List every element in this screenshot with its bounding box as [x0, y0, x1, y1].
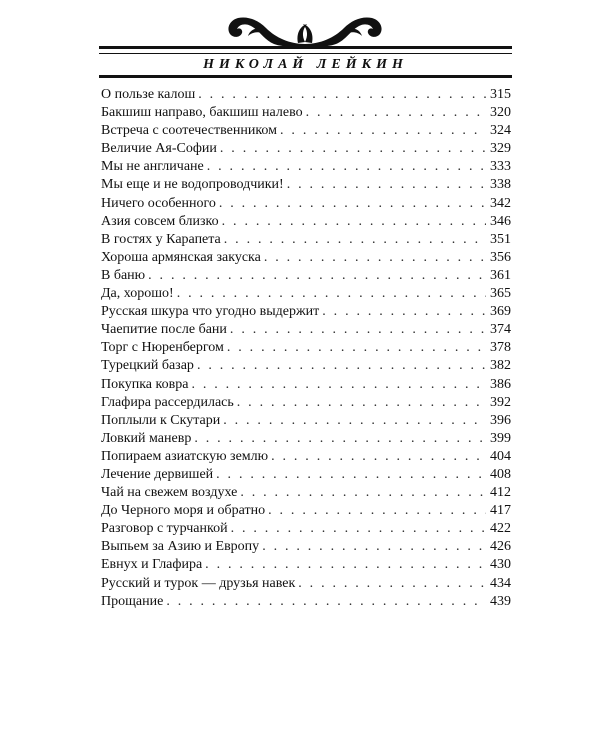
toc-entry-title: Величие Ая-Софии: [101, 141, 217, 157]
dot-leader: [148, 267, 486, 285]
dot-leader: [191, 376, 486, 394]
toc-entry: [101, 520, 511, 538]
toc-entry-title: Ничего особенного: [101, 195, 216, 211]
toc-entry: [101, 213, 511, 231]
dot-leader: [262, 538, 486, 556]
toc-entry-title: Чаепитие после бани: [101, 322, 227, 338]
flourish-ornament-icon: [210, 4, 400, 60]
toc-entry-page: 338: [490, 177, 511, 193]
dot-leader: [205, 556, 486, 574]
toc-entry: [101, 593, 511, 611]
dot-leader: [224, 231, 486, 249]
toc-entry-title: В баню: [101, 267, 146, 283]
toc-entry-page: 404: [490, 448, 511, 464]
dot-leader: [177, 285, 486, 303]
toc-entry: [101, 357, 511, 375]
toc-entry-title: Лечение дервишей: [101, 466, 214, 482]
toc-entry: [101, 575, 511, 593]
toc-entry: [101, 556, 511, 574]
toc-entry-title: Чай на свежем воздухе: [101, 485, 238, 501]
dot-leader: [216, 466, 486, 484]
toc-entry-page: 422: [490, 521, 511, 537]
dot-leader: [306, 104, 486, 122]
toc-entry-page: 417: [490, 503, 511, 519]
dot-leader: [166, 593, 486, 611]
toc-entry: [101, 158, 511, 176]
toc-entry: [101, 267, 511, 285]
toc-entry-title: Евнух и Глафира: [101, 557, 203, 573]
toc-entry: [101, 394, 511, 412]
dot-leader: [268, 502, 486, 520]
dot-leader: [194, 430, 486, 448]
dot-leader: [227, 339, 486, 357]
toc-entry-page: 396: [490, 412, 511, 428]
toc-entry-page: 324: [490, 123, 511, 139]
toc-entry-title: Мы не англичане: [101, 159, 204, 175]
toc-entry: [101, 502, 511, 520]
dot-leader: [280, 122, 486, 140]
toc-entry-page: 346: [490, 213, 511, 229]
toc-entry: [101, 339, 511, 357]
toc-entry-page: 408: [490, 466, 511, 482]
toc-entry-page: 333: [490, 159, 511, 175]
toc-entry-page: 439: [490, 593, 511, 609]
toc-entry-title: Попираем азиатскую землю: [101, 448, 269, 464]
toc-entry: [101, 140, 511, 158]
toc-entry: [101, 376, 511, 394]
toc-entry-title: Бакшиш направо, бакшиш налево: [101, 105, 303, 121]
toc-entry-title: Ловкий маневр: [101, 430, 192, 446]
toc-entry-page: 374: [490, 322, 511, 338]
header-rule-thick-bottom: [99, 75, 512, 78]
toc-entry: [101, 321, 511, 339]
dot-leader: [240, 484, 486, 502]
toc-entry: [101, 285, 511, 303]
toc-entry-page: 386: [490, 376, 511, 392]
toc-entry-page: 399: [490, 430, 511, 446]
toc-entry: [101, 249, 511, 267]
toc-entry-page: 361: [490, 267, 511, 283]
toc-entry: [101, 104, 511, 122]
toc-entry-title: Поплыли к Скутари: [101, 412, 221, 428]
toc-entry-title: Турецкий базар: [101, 358, 194, 374]
dot-leader: [223, 412, 486, 430]
toc-entry: [101, 448, 511, 466]
dot-leader: [298, 575, 486, 593]
toc-entry: [101, 195, 511, 213]
toc-entry-page: 426: [490, 539, 511, 555]
toc-entry-title: Да, хорошо!: [101, 286, 174, 302]
dot-leader: [237, 394, 486, 412]
toc-entry: [101, 122, 511, 140]
toc-entry: [101, 538, 511, 556]
toc-entry-page: 342: [490, 195, 511, 211]
toc-entry-title: Покупка ковра: [101, 376, 189, 392]
toc-entry: [101, 303, 511, 321]
toc-entry-title: Прощание: [101, 593, 164, 609]
toc-entry-page: 382: [490, 358, 511, 374]
toc-entry: [101, 176, 511, 194]
running-head-author: НИКОЛАЙ ЛЕЙКИН: [203, 57, 408, 72]
dot-leader: [222, 213, 486, 231]
toc-entry-title: О пользе калош: [101, 87, 196, 102]
dot-leader: [231, 520, 486, 538]
toc-entry-page: 412: [490, 485, 511, 501]
dot-leader: [219, 195, 486, 213]
dot-leader: [230, 321, 486, 339]
dot-leader: [220, 140, 486, 158]
header-rule-thick-top: [99, 46, 512, 49]
toc-entry: [101, 430, 511, 448]
dot-leader: [264, 249, 486, 267]
dot-leader: [322, 303, 486, 321]
toc-entry: [101, 86, 511, 104]
toc-entry-page: 365: [490, 286, 511, 302]
toc-entry-title: Азия совсем близко: [101, 213, 219, 229]
toc-entry-page: 315: [490, 87, 511, 102]
toc-entry-page: 351: [490, 231, 511, 247]
toc-entry-title: В гостях у Карапета: [101, 231, 221, 247]
toc-entry-title: Встреча с соотечественником: [101, 123, 278, 139]
toc-entry-page: 329: [490, 141, 511, 157]
toc-entry: [101, 484, 511, 502]
dot-leader: [271, 448, 486, 466]
toc-entry-title: Разговор с турчанкой: [101, 521, 228, 537]
toc-entry-page: 356: [490, 249, 511, 265]
dot-leader: [207, 158, 486, 176]
toc-entry-page: 378: [490, 340, 511, 356]
toc-entry-page: 430: [490, 557, 511, 573]
toc-entry: [101, 231, 511, 249]
toc-entry-title: Торг с Нюренбергом: [101, 340, 224, 356]
dot-leader: [197, 357, 486, 375]
toc-entry-title: Хороша армянская закуска: [101, 249, 261, 265]
table-of-contents: [101, 86, 511, 611]
toc-entry: [101, 412, 511, 430]
toc-entry: [101, 466, 511, 484]
toc-entry-title: До Черного моря и обратно: [101, 503, 266, 519]
dot-leader: [198, 86, 486, 104]
toc-entry-title: Русский и турок — друзья навек: [101, 575, 296, 591]
header-rule-thin: [99, 53, 512, 54]
toc-entry-title: Глафира рассердилась: [101, 394, 234, 410]
toc-entry-title: Выпьем за Азию и Европу: [101, 539, 260, 555]
toc-entry-page: 369: [490, 304, 511, 320]
toc-entry-page: 320: [490, 105, 511, 121]
toc-entry-page: 392: [490, 394, 511, 410]
toc-entry-title: Мы еще и не водопроводчики!: [101, 177, 284, 193]
dot-leader: [287, 176, 486, 194]
toc-entry-page: 434: [490, 575, 511, 591]
toc-entry-title: Русская шкура что угодно выдержит: [101, 304, 320, 320]
